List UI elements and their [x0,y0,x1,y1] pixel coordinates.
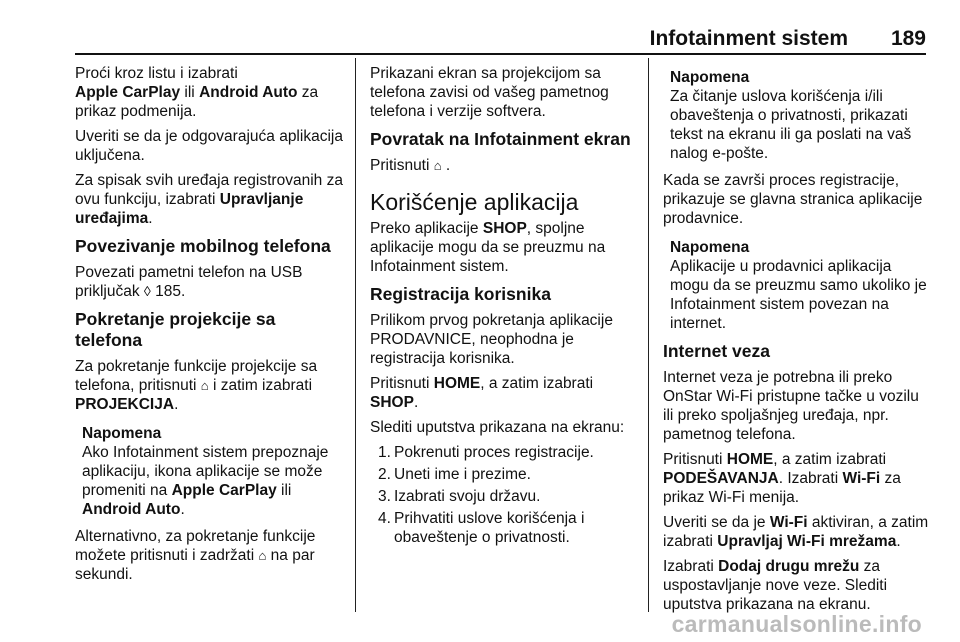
note-title: Napomena [82,425,162,442]
paragraph: Proći kroz listu i izabrati Apple CarPlay ili Android Auto za prikaz podmenija. [75,65,319,120]
section-heading: Registracija korisnika [370,284,551,304]
paragraph: Uveriti se da je Wi-Fi aktiviran, a zatim izabrati Upravljaj Wi-Fi mrežama. [663,514,929,550]
column-divider-1 [355,58,356,612]
page-number: 189 [890,27,926,50]
column-1 [75,64,345,590]
note-body: Ako Infotainment sistem prepoznaje aplikaciju, ikona aplikacije se može promeniti na Apple CarPlay ili Android Auto. [82,444,329,518]
page-header [75,28,926,50]
note-box [82,424,345,519]
paragraph: Preko aplikacije SHOP, spoljne aplikacije mogu da se preuzmu na Infotainment sistem. [370,220,606,275]
paragraph: Slediti uputstva prikazana na ekranu: [370,419,625,436]
paragraph: Internet veza je potrebna ili preko OnStar Wi-Fi pristupne tačke u vozilu ili preko spoljašnjeg uređaja, npr. pametnog telefona. [663,369,919,443]
paragraph: Za spisak svih uređaja registrovanih za ovu funkciju, izabrati Upravljanje uređajima. [75,172,343,227]
section-heading: Povratak na Infotainment ekran [370,129,631,149]
paragraph: Pritisnuti HOME, a zatim izabrati SHOP. [370,375,594,411]
section-heading: Povezivanje mobilnog telefona [75,236,331,256]
steps-list [370,443,635,547]
paragraph: Prikazani ekran sa projekcijom sa telefona zavisi od vašeg pametnog telefona i verzije softvera. [370,65,609,120]
paragraph: Izabrati Dodaj drugu mrežu za uspostavljanje nove veze. Slediti uputstva prikazana na ekranu. [663,558,888,613]
column-divider-2 [648,58,649,612]
paragraph: Prilikom prvog pokretanja aplikacije PRODAVNICE, neophodna je registracija korisnika. [370,312,613,367]
note-box [670,68,931,163]
paragraph: Za pokretanje funkcije projekcije sa telefona, pritisnuti ⌂ i zatim izabrati PROJEKCIJA. [75,358,318,413]
list-item: 1. Pokrenuti proces registracije. [378,444,594,461]
home-icon: ⌂ [433,158,442,173]
section-heading: Internet veza [663,341,770,361]
paragraph: Povezati pametni telefon na USB priključak ◊ 185. [75,264,303,300]
paragraph: Pritisnuti HOME, a zatim izabrati PODEŠAVANJA. Izabrati Wi-Fi za prikaz Wi-Fi menija. [663,451,901,506]
header-divider [75,53,926,55]
page-title: Infotainment sistem [649,27,848,50]
section-heading: Pokretanje projekcije sa telefona [75,309,276,350]
paragraph: Pritisnuti ⌂ . [370,157,451,174]
paragraph: Alternativno, za pokretanje funkcije možete pritisnuti i zadržati ⌂ na par sekundi. [75,528,316,583]
list-item: 2. Uneti ime i prezime. [378,466,531,483]
home-icon: ⌂ [200,378,209,393]
column-3 [663,64,931,620]
watermark-text: carmanualsonline.info [671,611,922,637]
chapter-heading: Korišćenje aplikacija [370,189,579,215]
column-2 [370,64,635,551]
list-item: 4. Prihvatiti uslove korišćenja i obaveštenje o privatnosti. [378,510,585,546]
page-reference-icon: ◊ [143,283,151,299]
paragraph: Uveriti se da je odgovarajuća aplikacija uključena. [75,128,343,164]
paragraph: Kada se završi proces registracije, prikazuje se glavna stranica aplikacije prodavnice. [663,172,923,227]
note-body: Za čitanje uslova korišćenja i/ili obaveštenja o privatnosti, prikazati tekst na ekranu ili ga poslati na vaš nalog e-pošte. [670,88,912,162]
note-box [670,238,931,333]
note-title: Napomena [670,69,750,86]
list-item: 3. Izabrati svoju državu. [378,488,541,505]
note-title: Napomena [670,239,750,256]
note-body: Aplikacije u prodavnici aplikacija mogu da se preuzmu samo ukoliko je Infotainment sistem povezan na internet. [670,258,927,332]
home-icon: ⌂ [258,548,267,563]
